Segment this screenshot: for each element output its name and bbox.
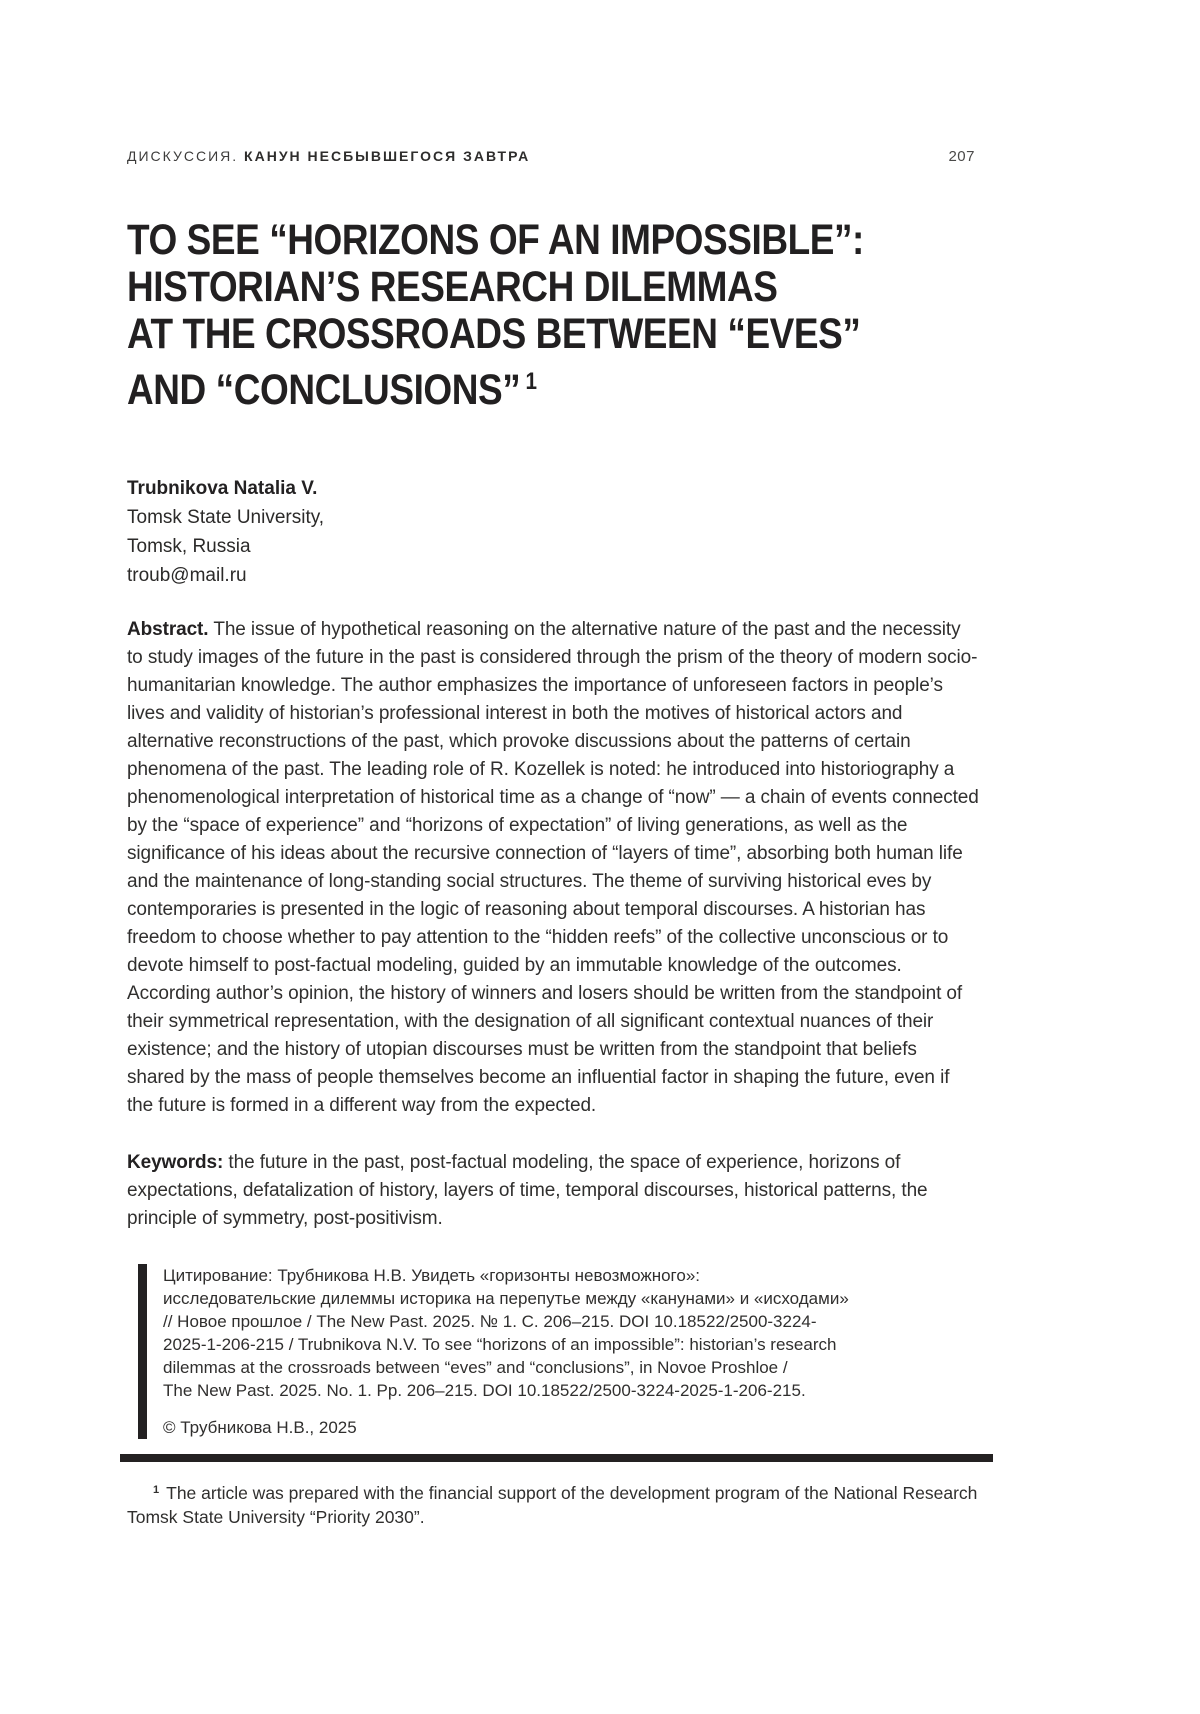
- citation-line: // Новое прошлое / The New Past. 2025. № 1. С. 206–215. DOI 10.18522/2500-3224-: [163, 1312, 817, 1331]
- citation-line: dilemmas at the crossroads between “eves” and “conclusions”, in Novoe Proshloe /: [163, 1358, 788, 1377]
- abstract-text: The issue of hypothetical reasoning on the alternative nature of the past and the necessity to study images of the future in the past is considered through the prism of the theory of modern socio-humanitarian knowledge. The author emphasizes the importance of unforeseen factors in people’s lives and validity of historian’s professional interest in both the motives of historical actors and alternative reconstructions of the past, which provoke discussions about the patterns of certain phenomena of the past. The leading role of R. Kozellek is noted: he introduced into historiography a phenomenological interpretation of historical time as a change of “now” — a chain of events connected by the “space of experience” and “horizons of expectation” of living generations, as well as the significance of his ideas about the recursive connection of “layers of time”, absorbing both human life and the maintenance of long-standing social structures. The theme of surviving historical eves by contemporaries is presented in the logic of reasoning about temporal discourses. A historian has freedom to choose whether to pay attention to the “hidden reefs” of the collective unconscious or to devote himself to post-factual modeling, guided by an immutable knowledge of the outcomes. According author’s opinion, the history of winners and losers should be written from the standpoint of their symmetrical representation, with the designation of all significant contextual nuances of their existence; and the history of utopian discourses must be written from the standpoint that beliefs shared by the mass of people themselves become an influential factor in shaping the future, even if the future is formed in a different way from the expected.: [127, 619, 979, 1116]
- title-line: TO SEE “HORIZONS OF AN IMPOSSIBLE”:: [127, 216, 864, 264]
- footnote: [127, 1478, 979, 1529]
- footnote-separator-rule: [120, 1454, 993, 1462]
- author-affiliation: Tomsk State University,: [127, 507, 325, 528]
- author-email: troub@mail.ru: [127, 565, 247, 586]
- citation-line: Цитирование: Трубникова Н.В. Увидеть «горизонты невозможного»:: [163, 1266, 701, 1285]
- abstract-paragraph: [127, 616, 979, 1120]
- author-block: [127, 474, 975, 590]
- author-name: Trubnikova Natalia V.: [127, 478, 318, 499]
- footnote-text: The article was prepared with the financial support of the development program of the National Research Tomsk State University “Priority 2030”.: [127, 1483, 978, 1527]
- author-location: Tomsk, Russia: [127, 536, 251, 557]
- citation-line: исследовательские дилеммы историка на перепутье между «канунами» и «исходами»: [163, 1289, 849, 1308]
- title-line: [127, 358, 856, 414]
- title-footnote-marker: 1: [525, 368, 537, 395]
- citation-block: [138, 1264, 975, 1439]
- keywords-paragraph: [127, 1149, 979, 1233]
- copyright-line: © Трубникова Н.В., 2025: [163, 1418, 357, 1437]
- page-number: 207: [948, 148, 975, 165]
- title-line: HISTORIAN’S RESEARCH DILEMMAS: [127, 263, 778, 311]
- footnote-marker: 1: [153, 1484, 160, 1496]
- citation-line: The New Past. 2025. No. 1. Pp. 206–215. DOI 10.18522/2500-3224-2025-1-206-215.: [163, 1381, 806, 1400]
- abstract-label: Abstract.: [127, 619, 209, 640]
- article-title: [127, 216, 864, 414]
- citation-line: 2025-1-206-215 / Trubnikova N.V. To see “horizons of an impossible”: historian’s research: [163, 1335, 837, 1354]
- section-label: ДИСКУССИЯ.: [127, 148, 239, 164]
- issue-theme-label: КАНУН НЕСБЫВШЕГОСЯ ЗАВТРА: [244, 148, 531, 164]
- title-line-text: AND “CONCLUSIONS”: [127, 366, 521, 414]
- keywords-label: Keywords:: [127, 1152, 224, 1173]
- running-head-journal-section: [127, 148, 530, 164]
- running-head: [127, 148, 975, 165]
- title-line: AT THE CROSSROADS BETWEEN “EVES”: [127, 310, 861, 358]
- keywords-text: the future in the past, post-factual modeling, the space of experience, horizons of expectations, defatalization of history, layers of time, temporal discourses, historical patterns, the principle of symmetry, post-positivism.: [127, 1152, 928, 1229]
